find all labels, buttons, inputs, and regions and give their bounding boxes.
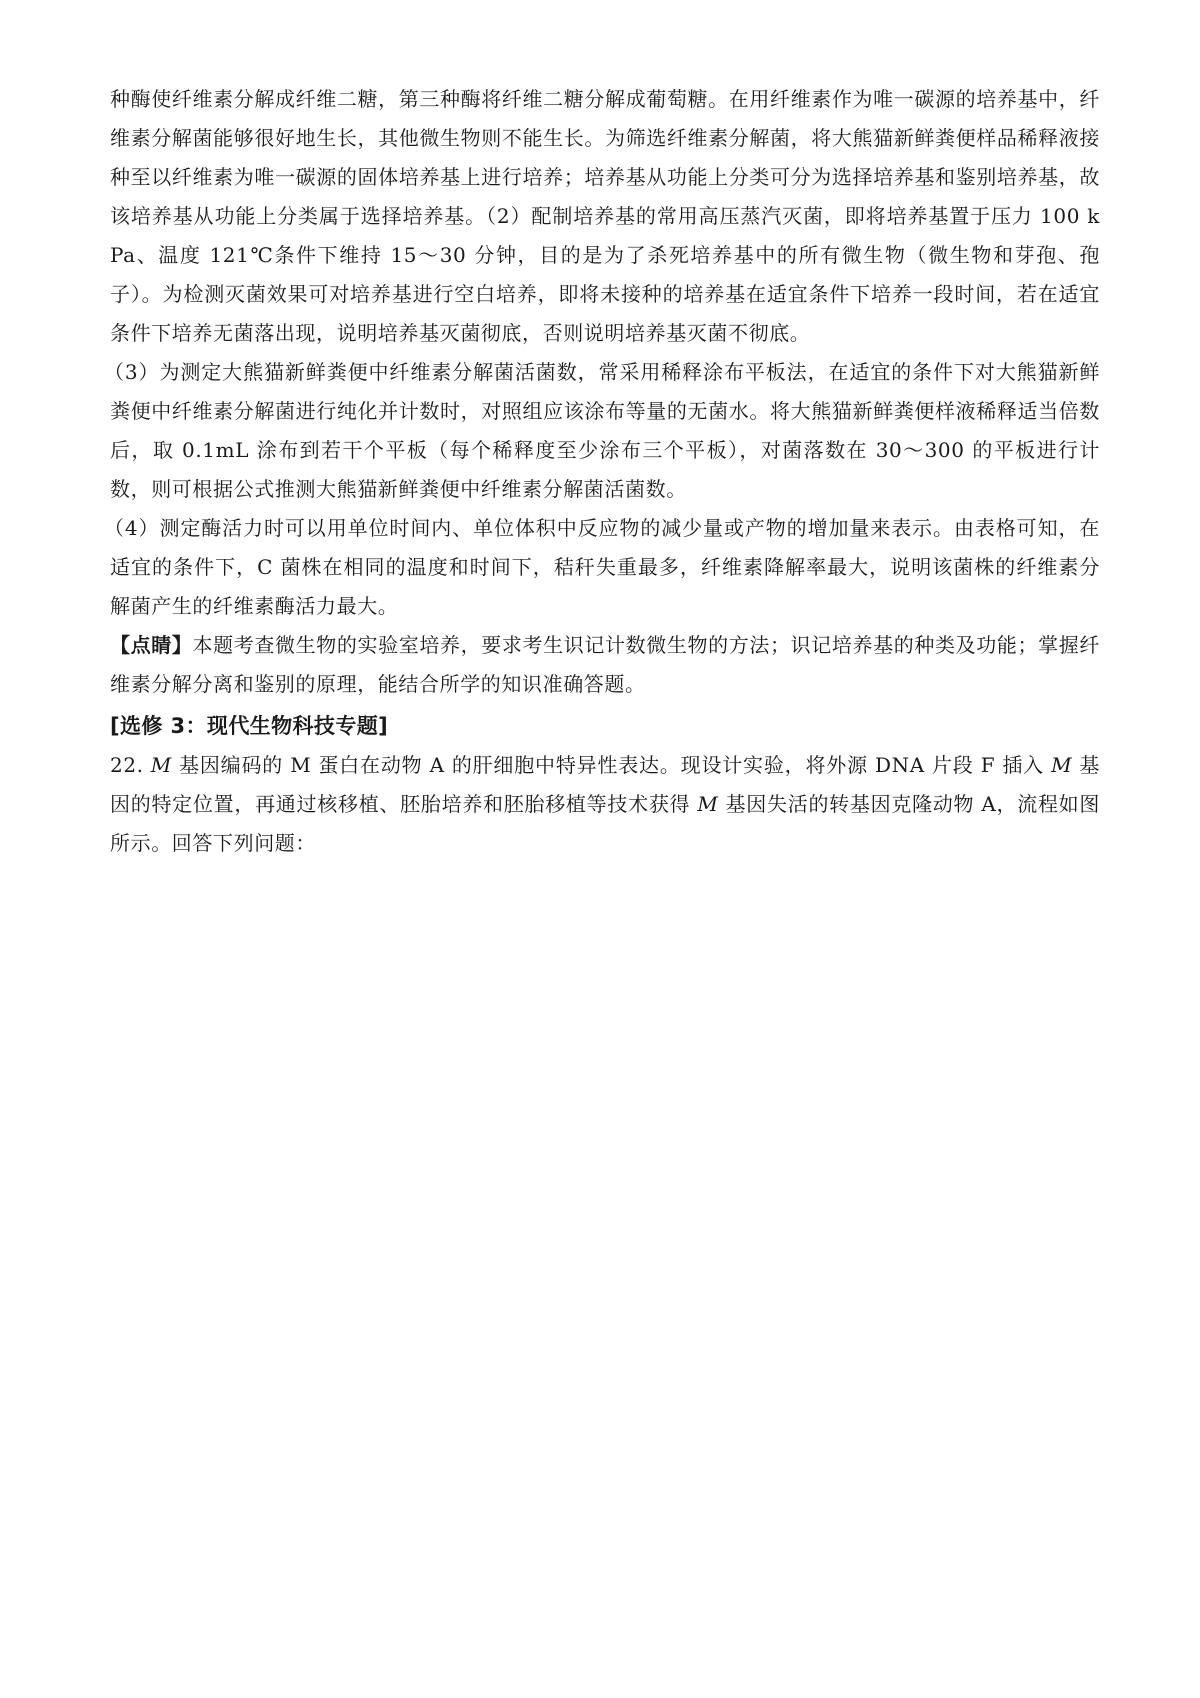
comment-label: 【点睛】 — [110, 633, 193, 657]
answer-paragraph-4: （4）测定酶活力时可以用单位时间内、单位体积中反应物的减少量或产物的增加量来表示。由表格可知，在适宜的条件下，C 菌株在相同的温度和时间下，秸秆失重最多，纤维素降解率最大，说明该菌株的纤维素分解菌产生的纤维素酶活力最大。 — [104, 516, 1100, 618]
question-number: 22. — [110, 753, 151, 777]
comment-paragraph — [110, 626, 1100, 704]
question-text-part: 基因失活的转基因克隆动物 A，流程如图所示。回答下列问题： — [110, 792, 1100, 855]
document-page — [104, 80, 1101, 863]
section-heading: [选修 3：现代生物科技专题] — [110, 714, 389, 738]
answer-paragraph-3: （3）为测定大熊猫新鲜粪便中纤维素分解菌活菌数，常采用稀释涂布平板法，在适宜的条件下对大熊猫新鲜粪便中纤维素分解菌进行纯化并计数时，对照组应该涂布等量的无菌水。将大熊猫新鲜粪便样液稀释适当倍数后，取 0.1mL 涂布到若干个平板（每个稀释度至少涂布三个平板），对菌落数在 30～300 的平板进行计数，则可根据公式推测大熊猫新鲜粪便中纤维素分解菌活菌数。 — [104, 360, 1100, 501]
answer-paragraph-1: 种酶使纤维素分解成纤维二糖，第三种酶将纤维二糖分解成葡萄糖。在用纤维素作为唯一碳源的培养基中，纤维素分解菌能够很好地生长，其他微生物则不能生长。为筛选纤维素分解菌，将大熊猫新鲜粪便样品稀释液接种至以纤维素为唯一碳源的固体培养基上进行培养；培养基从功能上分类可分为选择培养基和鉴别培养基，故该培养基从功能上分类属于选择培养基。（2）配制培养基的常用高压蒸汽灭菌，即将培养基置于压力 100 kPa、温度 121℃条件下维持 15～30 分钟，目的是为了杀死培养基中的所有微生物（微生物和芽孢、孢子）。为检测灭菌效果可对培养基进行空白培养，即将未接种的培养基在适宜条件下培养一段时间，若在适宜条件下培养无菌落出现，说明培养基灭菌彻底，否则说明培养基灭菌不彻底。 — [110, 87, 1100, 345]
comment-text: 本题考查微生物的实验室培养，要求考生识记计数微生物的方法；识记培养基的种类及功能；掌握纤维素分解分离和鉴别的原理，能结合所学的知识准确答题。 — [110, 633, 1101, 696]
question-text-part: 基因编码的 M 蛋白在动物 A 的肝细胞中特异性表达。现设计实验，将外源 DNA 片段 F 插入 — [171, 753, 1052, 777]
question-22 — [110, 746, 1100, 863]
gene-name: M — [1051, 753, 1073, 777]
gene-name: M — [150, 753, 172, 777]
question-text-part: 基因的特定位置，再通过核移植、胚胎培养和胚胎移植等技术获得 — [110, 753, 1100, 816]
gene-name: M — [697, 792, 719, 816]
